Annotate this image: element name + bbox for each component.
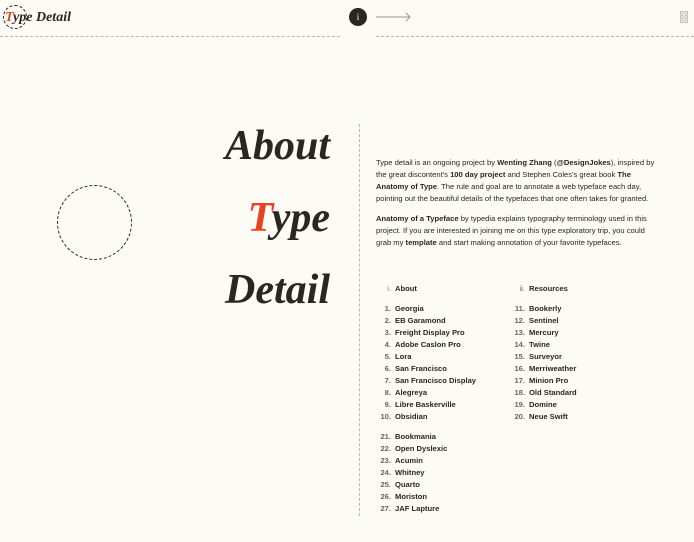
typeface-link[interactable] — [510, 387, 650, 399]
intro-text-run: by typedia explains typography terminology used in this project. If you are interested in joining me on this type exploratory trip, you could grab my — [376, 214, 647, 247]
typeface-list-2 — [510, 303, 650, 423]
typeface-link[interactable] — [376, 339, 506, 351]
typeface-link[interactable] — [376, 491, 447, 503]
top-bar — [0, 0, 694, 38]
typeface-name: Mercury — [529, 328, 559, 337]
typeface-number: 24. — [380, 468, 391, 477]
logo-text: Type Detail — [5, 10, 71, 25]
typeface-name: Twine — [529, 340, 550, 349]
typeface-number: 20. — [514, 412, 525, 421]
typeface-link[interactable] — [510, 315, 650, 327]
typeface-number: 21. — [380, 432, 391, 441]
intro-text-run[interactable]: template — [405, 238, 437, 247]
typeface-link[interactable] — [510, 363, 650, 375]
typeface-name: JAF Lapture — [395, 504, 440, 513]
typeface-name: Adobe Caslon Pro — [395, 340, 461, 349]
intro-text-run[interactable]: @DesignJokes — [556, 158, 611, 167]
typeface-link[interactable] — [376, 315, 506, 327]
intro-text-run[interactable]: 100 day project — [450, 170, 506, 179]
typeface-name: Georgia — [395, 304, 424, 313]
typeface-number: 13. — [514, 328, 525, 337]
typeface-number: 9. — [384, 400, 391, 409]
typeface-name: San Francisco — [395, 364, 447, 373]
typeface-name: Sentinel — [529, 316, 559, 325]
info-button[interactable]: i — [349, 8, 367, 26]
intro-text-run: Type detail is an ongoing project by — [376, 158, 498, 167]
typeface-number: 25. — [380, 480, 391, 489]
title-circle-icon — [57, 185, 132, 260]
intro-text-run[interactable]: Wenting Zhang — [497, 158, 552, 167]
typeface-number: 3. — [384, 328, 391, 337]
typeface-name: Neue Swift — [529, 412, 568, 421]
typeface-name: Surveyor — [529, 352, 562, 361]
typeface-link[interactable] — [510, 303, 650, 315]
typeface-number: 7. — [384, 376, 391, 385]
typeface-name: Alegreya — [395, 388, 428, 397]
typeface-name: Acumin — [395, 456, 423, 465]
typeface-name: San Francisco Display — [395, 376, 477, 385]
typeface-name: Libre Baskerville — [395, 400, 456, 409]
typeface-link[interactable] — [376, 443, 447, 455]
column-about — [376, 283, 506, 423]
typeface-link[interactable] — [376, 479, 447, 491]
intro-text-run[interactable]: Anatomy of a Typeface — [376, 214, 459, 223]
header-divider-left — [0, 36, 340, 37]
site-logo[interactable] — [3, 4, 69, 32]
typeface-number: 6. — [384, 364, 391, 373]
vertical-divider — [359, 124, 360, 516]
typeface-number: 14. — [514, 340, 525, 349]
typeface-link[interactable] — [376, 399, 506, 411]
intro-text-run: . The rule and goal are to annotate a web typeface each day, pointing out the beautiful details of the typefaces that one often takes for granted. — [376, 182, 649, 203]
typeface-name: Merriweather — [529, 364, 577, 373]
grid-menu-icon[interactable] — [680, 11, 688, 23]
typeface-number: 5. — [384, 352, 391, 361]
typeface-link[interactable] — [510, 411, 650, 423]
intro-text-run: and Stephen Coles's great book — [505, 170, 618, 179]
typeface-link[interactable] — [510, 327, 650, 339]
typeface-link[interactable] — [510, 339, 650, 351]
typeface-name: Freight Display Pro — [395, 328, 465, 337]
typeface-link[interactable] — [376, 431, 447, 443]
typeface-name: Quarto — [395, 480, 420, 489]
typeface-link[interactable] — [510, 399, 650, 411]
typeface-number: 4. — [384, 340, 391, 349]
typeface-name: Moriston — [395, 492, 428, 501]
intro-paragraph-2 — [376, 213, 656, 249]
title-type: Type — [247, 195, 330, 241]
typeface-number: 2. — [384, 316, 391, 325]
header-divider-right — [376, 36, 694, 37]
typeface-name: Minion Pro — [529, 376, 569, 385]
typeface-number: 12. — [514, 316, 525, 325]
intro-text-run: ), inspired by the great discontent's — [376, 158, 655, 179]
typeface-link[interactable] — [376, 467, 447, 479]
typeface-number: 17. — [514, 376, 525, 385]
typeface-name: Whitney — [395, 468, 425, 477]
intro-text-run: and start making annotation of your favorite typefaces. — [436, 238, 622, 247]
typeface-link[interactable] — [376, 327, 506, 339]
intro-text-run[interactable]: The Anatomy of Type — [376, 170, 631, 191]
typeface-name: Open Dyslexic — [395, 444, 448, 453]
typeface-link[interactable] — [376, 455, 447, 467]
typeface-list-1 — [376, 303, 506, 423]
typeface-name: Bookmania — [395, 432, 436, 441]
typeface-number: 8. — [384, 388, 391, 397]
typeface-link[interactable] — [376, 411, 506, 423]
typeface-number: 19. — [514, 400, 525, 409]
typeface-number: 26. — [380, 492, 391, 501]
typeface-link[interactable] — [376, 363, 506, 375]
typeface-name: Lora — [395, 352, 412, 361]
typeface-number: 10. — [380, 412, 391, 421]
typeface-link[interactable] — [376, 375, 506, 387]
typeface-number: 15. — [514, 352, 525, 361]
typeface-name: Domine — [529, 400, 557, 409]
page-title — [160, 110, 330, 326]
arrow-right-icon[interactable] — [376, 11, 412, 23]
typeface-number: 1. — [384, 304, 391, 313]
title-about: About — [224, 123, 330, 169]
section-about-link[interactable]: i. About — [387, 284, 417, 293]
typeface-link[interactable] — [376, 503, 447, 515]
typeface-link[interactable] — [510, 375, 650, 387]
typeface-list-3 — [376, 431, 447, 515]
typeface-number: 22. — [380, 444, 391, 453]
column-resources — [510, 283, 650, 423]
typeface-link[interactable] — [376, 351, 506, 363]
typeface-number: 27. — [380, 504, 391, 513]
typeface-number: 11. — [514, 304, 525, 313]
intro-text-run: ( — [551, 158, 557, 167]
intro-text — [376, 157, 656, 257]
typeface-name: EB Garamond — [395, 316, 446, 325]
typeface-link[interactable] — [510, 351, 650, 363]
typeface-link[interactable] — [376, 387, 506, 399]
typeface-link[interactable] — [376, 303, 506, 315]
typeface-name: Obsidian — [395, 412, 428, 421]
typeface-number: 16. — [514, 364, 525, 373]
section-resources-link[interactable]: ii. Resources — [519, 284, 568, 293]
title-detail: Detail — [225, 267, 330, 313]
typeface-name: Old Standard — [529, 388, 577, 397]
typeface-number: 23. — [380, 456, 391, 465]
intro-paragraph-1 — [376, 157, 656, 205]
typeface-name: Bookerly — [529, 304, 562, 313]
typeface-number: 18. — [514, 388, 525, 397]
